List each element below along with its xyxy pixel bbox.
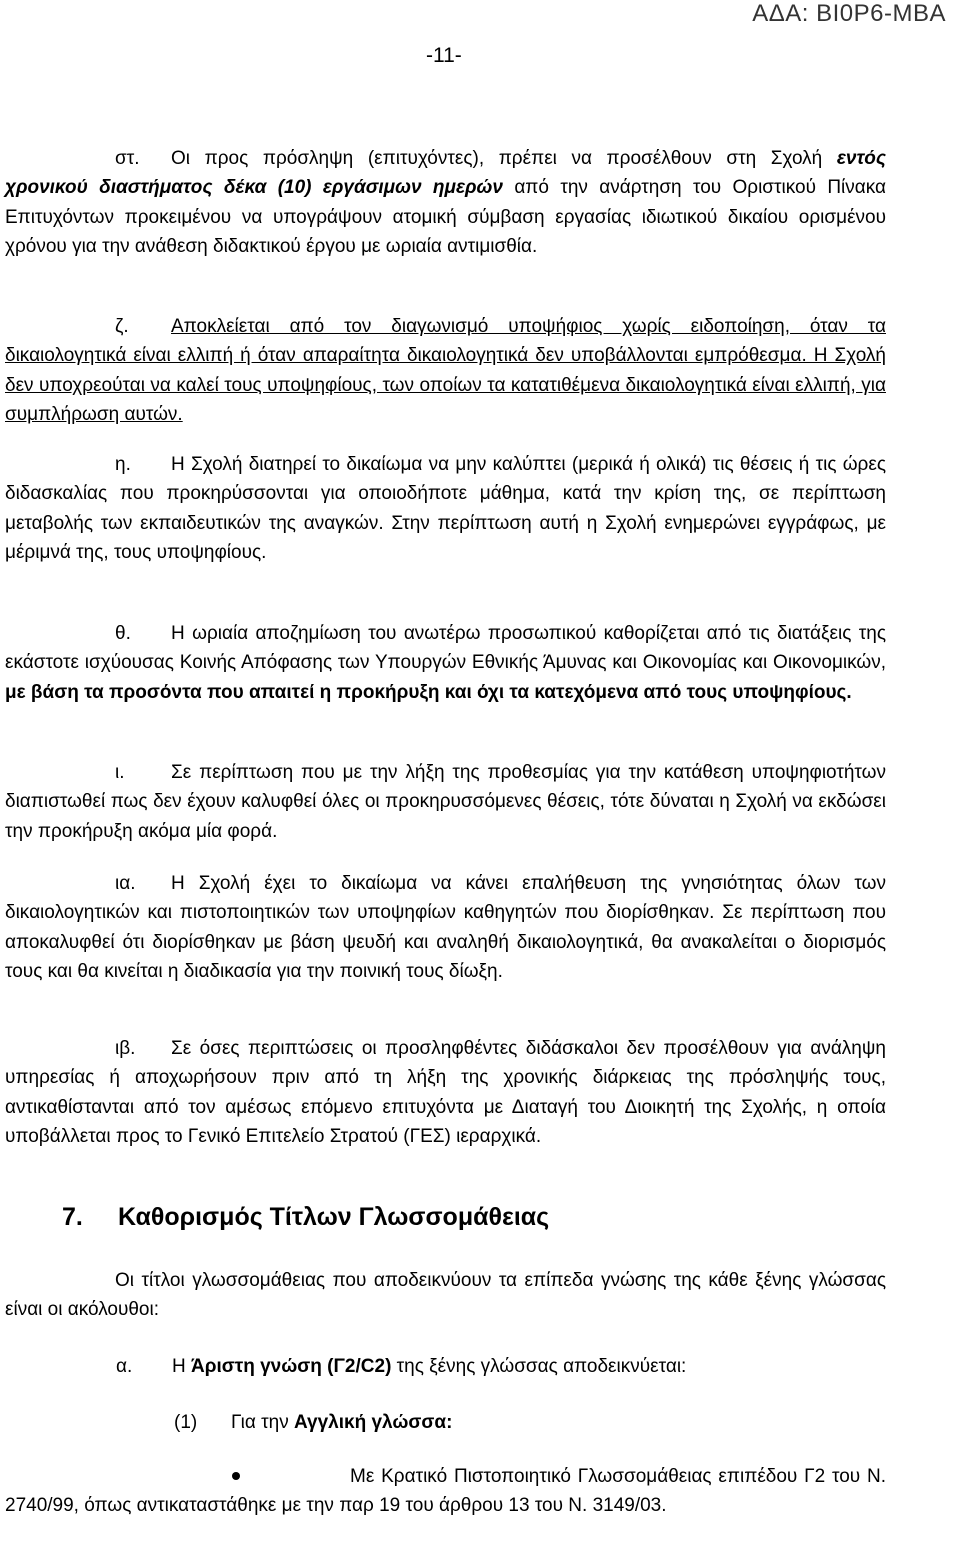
emphasis-deadline: εντός χρονικού διαστήματος δέκα (10) εργάσιμων ημερών bbox=[5, 148, 886, 199]
ada-code: ΑΔΑ: ΒΙ0Ρ6-ΜΒΑ bbox=[752, 0, 946, 27]
paragraph-text: Σε περίπτωση που με την λήξη της προθεσμίας για την κατάθεση υποψηφιοτήτων διαπιστωθεί πως δεν έχουν καλυφθεί όλες οι προκηρυσσόμενες θέσεις, τότε δύναται η Σχολή να εκδώσει την προκήρυξη ακόμα μία φορά. bbox=[5, 762, 886, 842]
paragraph-label: ι. bbox=[115, 762, 125, 783]
item-a bbox=[116, 1352, 686, 1381]
paragraph-z bbox=[5, 312, 886, 430]
bullet-item: Με Κρατικό Πιστοποιητικό Γλωσσομάθειας επιπέδου Γ2 του Ν. 2740/99, όπως αντικαταστάθηκε με την παρ 19 του άρθρου 13 του Ν. 3149/03. bbox=[5, 1466, 886, 1517]
paragraph-text: Οι προς πρόσληψη (επιτυχόντες), πρέπει να προσέλθουν στη Σχολή bbox=[171, 148, 837, 169]
item-a-label: α. bbox=[116, 1356, 133, 1377]
section-title: Καθορισμός Τίτλων Γλωσσομάθειας bbox=[118, 1203, 550, 1231]
emphasis-criteria: με βάση τα προσόντα που απαιτεί η προκήρυξη και όχι τα κατεχόμενα από τους υποψηφίους. bbox=[5, 681, 852, 703]
paragraph-i bbox=[5, 450, 886, 568]
paragraph-text: Σε όσες περιπτώσεις οι προσληφθέντες διδάσκαλοι δεν προσέλθουν για ανάληψη υπηρεσίας ή αποχωρήσουν πριν από τη λήξη της χρονικής διάρκειας της πρόσληψής τους, αντικαθίστανται από τον αμέσως επόμενο επιτυχόντα με Διαταγή του Διοικητή της Σχολής, η οποία υποβάλλεται προς το Γενικό Επιτελείο Στρατού (ΓΕΣ) ιεραρχικά. bbox=[5, 1038, 886, 1148]
paragraph-ia bbox=[5, 869, 886, 987]
paragraph-ib bbox=[5, 1034, 886, 1152]
paragraph-text: Η ωριαία αποζημίωση του ανωτέρω προσωπικού καθορίζεται από τις διατάξεις της εκάστοτε ισχύουσας Κοινής Απόφασης των Υπουργών Εθνικής Άμυνας και Οικονομίας και Οικονομικών, bbox=[5, 623, 886, 674]
subitem-1-text: Για την bbox=[231, 1412, 294, 1433]
paragraph-label: η. bbox=[115, 454, 131, 475]
subitem-1-label: (1) bbox=[174, 1412, 198, 1433]
paragraph-st bbox=[5, 144, 886, 262]
paragraph-iota bbox=[5, 758, 886, 846]
subitem-1-language: Αγγλική γλώσσα: bbox=[293, 1412, 453, 1433]
item-a-text: Η bbox=[172, 1356, 191, 1377]
section-heading bbox=[62, 1203, 549, 1232]
item-a-text-end: της ξένης γλώσσας αποδεικνύεται: bbox=[391, 1356, 687, 1377]
paragraph-text: Η Σχολή έχει το δικαίωμα να κάνει επαλήθευση της γνησιότητας όλων των δικαιολογητικών και πιστοποιητικών των υποψηφίων καθηγητών που διορίσθηκαν. Σε περίπτωση που αποκαλυφθεί ότι διορίσθηκαν με βάση ψευδή και αναληθή δικαιολογητικά, θα ανακαλείται ο διορισμός τους και θα κινείται η διαδικασία για την ποινική τους δίωξη. bbox=[5, 873, 886, 983]
section-intro: Οι τίτλοι γλωσσομάθειας που αποδεικνύουν τα επίπεδα γνώσης της κάθε ξένης γλώσσας είναι οι ακόλουθοι: bbox=[5, 1270, 886, 1321]
paragraph-label: ιβ. bbox=[115, 1038, 136, 1059]
paragraph-label: ια. bbox=[115, 873, 136, 894]
paragraph-label: θ. bbox=[115, 623, 131, 644]
paragraph-text: από την ανάρτηση του Οριστικού Πίνακα Επιτυχόντων προκειμένου να υπογράψουν ατομική σύμβαση εργασίας ιδιωτικού δικαίου ορισμένου χρόνου για την ανάθεση διδακτικού έργου με ωριαία αντιμισθία. bbox=[5, 177, 886, 258]
paragraph-th bbox=[5, 619, 886, 707]
paragraph-text: Η Σχολή διατηρεί το δικαίωμα να μην καλύπτει (μερικά ή ολικά) τις θέσεις ή τις ώρες διδασκαλίας που προκηρύσσονται για οποιοδήποτε μάθημα, κατά την κρίση της, σε περίπτωση μεταβολής των εκπαιδευτικών της αναγκών. Στην περίπτωση αυτή η Σχολή ενημερώνει εγγράφως, με μέριμνά της, τους υποψηφίους. bbox=[5, 454, 886, 564]
paragraph-label: ζ. bbox=[115, 316, 129, 337]
paragraph-text: Αποκλείεται από τον διαγωνισμό υποψήφιος χωρίς ειδοποίηση, όταν τα δικαιολογητικά είναι ελλιπή ή όταν απαραίτητα δικαιολογητικά δεν υποβάλλονται εμπρόθεσμα. Η Σχολή δεν υποχρεούται να καλεί τους υποψηφίους, των οποίων τα κατατιθέμενα δικαιολογητικά είναι ελλιπή, για συμπλήρωση αυτών. bbox=[5, 316, 886, 426]
page-number: -11- bbox=[426, 44, 462, 67]
subitem-1 bbox=[174, 1408, 452, 1437]
section-number: 7. bbox=[62, 1203, 83, 1231]
paragraph-label: στ. bbox=[115, 148, 140, 169]
item-a-level: Άριστη γνώση (Γ2/C2) bbox=[191, 1356, 392, 1377]
